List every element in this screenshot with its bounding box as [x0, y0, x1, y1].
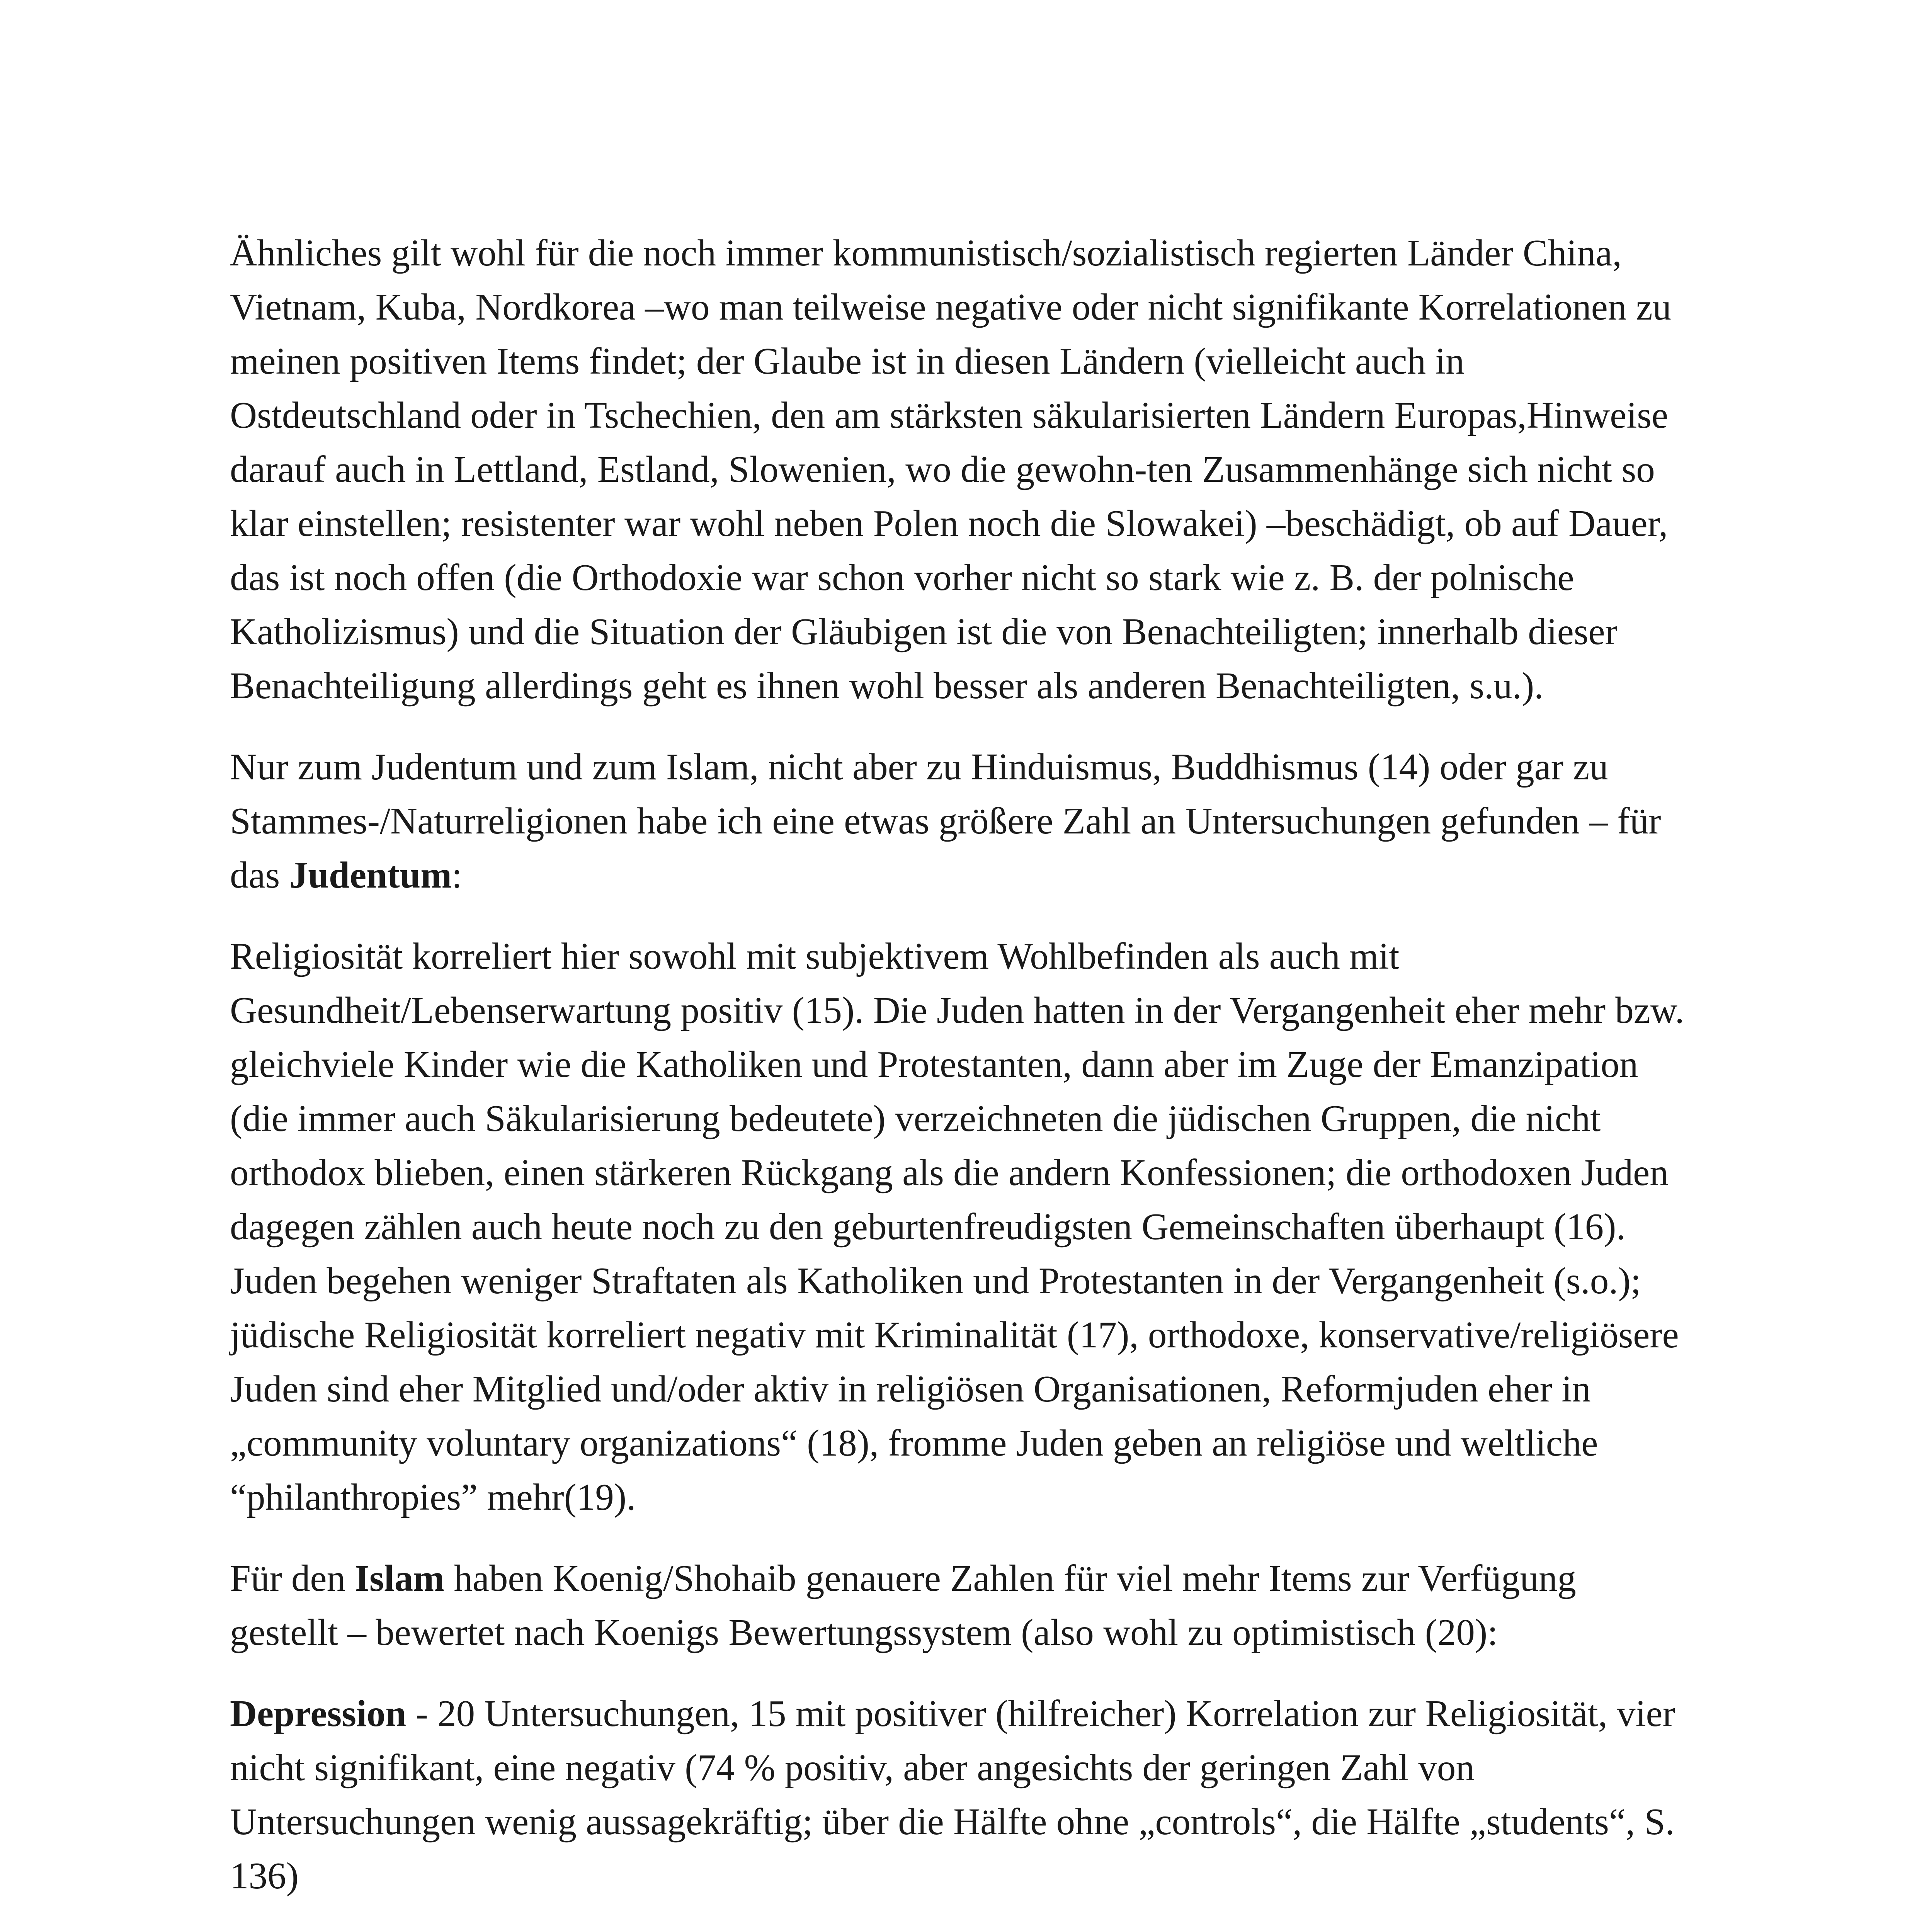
paragraph-angst [230, 1930, 1691, 1932]
paragraph-judaism-intro [230, 740, 1691, 902]
term-depression: Depression [230, 1693, 407, 1734]
paragraph-tail: : [452, 854, 462, 896]
term-judentum: Judentum [289, 854, 452, 896]
paragraph-depression [230, 1687, 1691, 1903]
body-text [230, 226, 1691, 1932]
paragraph-text: Nur zum Judentum und zum Islam, nicht aber zu Hinduismus, Buddhismus (14) oder gar zu Stammes-/Naturreligionen habe ich eine etwas größere Zahl an Untersuchungen gefunden – für das [230, 746, 1661, 896]
paragraph-text: haben Koenig/Shohaib genauere Zahlen für viel mehr Items zur Verfügung gestellt – bewertet nach Koenigs Bewertungssystem (also wohl zu optimistisch (20): [230, 1558, 1576, 1653]
paragraph-judaism-findings [230, 929, 1691, 1524]
paragraph-lead: Für den [230, 1558, 355, 1599]
paragraph-islam-intro [230, 1551, 1691, 1660]
paragraph-text: Religiosität korreliert hier sowohl mit subjektivem Wohlbefinden als auch mit Gesundheit/Lebenserwartung positiv (15). Die Juden hatten in der Vergangenheit eher mehr bzw. gleichviele Kinder wie die Katholiken und Protestanten, dann aber im Zuge der Emanzipation (die immer auch Säkularisierung bedeutete) verzeichneten die jüdischen Gruppen, die nicht orthodox blieben, einen stärkeren Rückgang als die andern Konfessionen; die orthodoxen Juden dagegen zählen auch heute noch zu den geburtenfreudigsten Gemeinschaften überhaupt (16). Juden begehen weniger Straftaten als Katholiken und Protestanten in der Vergangenheit (s.o.); jüdische Religiosität korreliert negativ mit Kriminalität (17), orthodoxe, konservative/religiösere Juden sind eher Mitglied und/oder aktiv in religiösen Organisationen, Reformjuden eher in „community voluntary organizations“ (18), fromme Juden geben an religiöse und weltliche “philanthropies” mehr(19). [230, 935, 1684, 1518]
paragraph-text: - 20 Untersuchungen, 15 mit positiver (hilfreicher) Korrelation zur Religiosität, vier nicht signifikant, eine negativ (74 % positiv, aber angesichts der geringen Zahl von Untersuchungen wenig aussagekräftig; über die Hälfte ohne „controls“, die Hälfte „students“, S. 136) [230, 1693, 1675, 1896]
term-islam: Islam [355, 1558, 445, 1599]
paragraph-communist-countries [230, 226, 1691, 713]
paragraph-text: Ähnliches gilt wohl für die noch immer kommunistisch/sozialistisch regierten Länder China, Vietnam, Kuba, Nordkorea –wo man teilweise negative oder nicht signifikante Korrelationen zu meinen positiven Items findet; der Glaube ist in diesen Ländern (vielleicht auch in Ostdeutschland oder in Tschechien, den am stärksten säkularisierten Ländern Europas,Hinweise darauf auch in Lettland, Estland, Slowenien, wo die gewohn-ten Zusammenhänge sich nicht so klar einstellen; resistenter war wohl neben Polen noch die Slowakei) –beschädigt, ob auf Dauer, das ist noch offen (die Orthodoxie war schon vorher nicht so stark wie z. B. der polnische Katholizismus) und die Situation der Gläubigen ist die von Benachteiligten; innerhalb dieser Benachteiligung allerdings geht es ihnen wohl besser als anderen Benachteiligten, s.u.). [230, 232, 1672, 706]
